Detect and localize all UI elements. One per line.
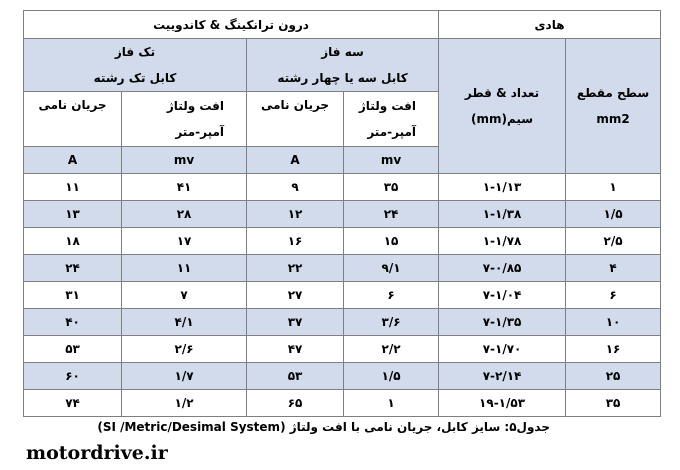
unit-mv-3ph: mv <box>344 147 439 174</box>
cell-section: ۱۶ <box>566 336 661 363</box>
cell-section: ۲/۵ <box>566 228 661 255</box>
cell-drop-3ph: ۲/۲ <box>344 336 439 363</box>
cell-wires: ۷-۰/۸۵ <box>439 255 566 282</box>
cell-current-3ph: ۴۷ <box>247 336 344 363</box>
header-three-phase-title: سه فاز <box>321 45 364 59</box>
cell-current-1ph: ۴۰ <box>24 309 122 336</box>
cell-wires: ۷-۱/۰۴ <box>439 282 566 309</box>
header-conductor: هادی <box>439 11 661 39</box>
table-row <box>24 201 661 228</box>
header-single-phase-title: تک فاز <box>114 45 156 59</box>
cell-drop-1ph: ۱۱ <box>122 255 247 282</box>
cell-current-3ph: ۲۲ <box>247 255 344 282</box>
header-cross-section <box>566 39 661 174</box>
header-single-phase-subtitle: کابل تک رشته <box>93 71 177 85</box>
cell-section: ۶ <box>566 282 661 309</box>
table-row <box>24 309 661 336</box>
header-wire-count-unit: سیم(mm) <box>470 112 534 126</box>
cell-current-3ph: ۱۲ <box>247 201 344 228</box>
cell-drop-3ph: ۲۴ <box>344 201 439 228</box>
cell-current-1ph: ۱۸ <box>24 228 122 255</box>
cell-current-1ph: ۱۱ <box>24 174 122 201</box>
cell-current-1ph: ۷۴ <box>24 390 122 417</box>
cell-drop-1ph: ۱/۷ <box>122 363 247 390</box>
header-voltage-drop-unit: آمپر-متر <box>367 125 417 139</box>
table-row <box>24 282 661 309</box>
cell-wires: ۱۹-۱/۵۳ <box>439 390 566 417</box>
unit-a-1ph: A <box>24 147 122 174</box>
cell-current-3ph: ۹ <box>247 174 344 201</box>
cell-drop-1ph: ۷ <box>122 282 247 309</box>
header-cross-section-unit: mm2 <box>596 112 630 126</box>
site-watermark: motordrive.ir <box>26 442 168 464</box>
header-voltage-drop-label: افت ولتاژ <box>358 99 417 113</box>
cell-drop-1ph: ۱/۲ <box>122 390 247 417</box>
table-row <box>24 255 661 282</box>
cell-current-1ph: ۳۱ <box>24 282 122 309</box>
cell-drop-1ph: ۴۱ <box>122 174 247 201</box>
table-row <box>24 228 661 255</box>
cell-current-3ph: ۲۷ <box>247 282 344 309</box>
cell-current-1ph: ۲۴ <box>24 255 122 282</box>
cell-drop-3ph: ۶ <box>344 282 439 309</box>
cell-drop-3ph: ۳۵ <box>344 174 439 201</box>
cell-section: ۳۵ <box>566 390 661 417</box>
table-row <box>24 390 661 417</box>
table-caption: جدول۵: سایز کابل، جریان نامی با افت ولتاژ (SI /Metric/Desimal System) <box>97 420 550 434</box>
cell-drop-1ph: ۲۸ <box>122 201 247 228</box>
header-wire-count <box>439 39 566 174</box>
cell-wires: ۱-۱/۷۸ <box>439 228 566 255</box>
cell-wires: ۷-۲/۱۴ <box>439 363 566 390</box>
cell-drop-3ph: ۹/۱ <box>344 255 439 282</box>
cable-size-table <box>23 10 661 417</box>
header-rated-current-3ph: جریان نامی <box>247 92 344 147</box>
cell-wires: ۷-۱/۳۵ <box>439 309 566 336</box>
table-row <box>24 336 661 363</box>
header-cross-section-label: سطح مقطع <box>576 86 650 100</box>
header-voltage-drop-label: افت ولتاژ <box>166 99 225 113</box>
header-voltage-drop-3ph <box>344 92 439 147</box>
header-single-phase <box>24 39 247 92</box>
header-three-phase <box>247 39 439 92</box>
cell-section: ۱/۵ <box>566 201 661 228</box>
header-rated-current-1ph: جریان نامی <box>24 92 122 147</box>
cell-drop-1ph: ۲/۶ <box>122 336 247 363</box>
header-three-phase-subtitle: کابل سه یا چهار رشته <box>277 71 408 85</box>
cell-section: ۴ <box>566 255 661 282</box>
header-voltage-drop-1ph <box>122 92 247 147</box>
cell-drop-3ph: ۳/۶ <box>344 309 439 336</box>
cell-current-1ph: ۱۳ <box>24 201 122 228</box>
unit-a-3ph: A <box>247 147 344 174</box>
cell-wires: ۱-۱/۳۸ <box>439 201 566 228</box>
cell-section: ۱ <box>566 174 661 201</box>
cell-current-1ph: ۶۰ <box>24 363 122 390</box>
header-wire-count-label: تعداد & قطر <box>464 86 540 100</box>
table-row <box>24 363 661 390</box>
cell-current-3ph: ۵۳ <box>247 363 344 390</box>
cell-drop-3ph: ۱۵ <box>344 228 439 255</box>
cell-section: ۱۰ <box>566 309 661 336</box>
cell-drop-1ph: ۱۷ <box>122 228 247 255</box>
cell-wires: ۱-۱/۱۳ <box>439 174 566 201</box>
cell-current-3ph: ۳۷ <box>247 309 344 336</box>
cell-current-1ph: ۵۳ <box>24 336 122 363</box>
cell-current-3ph: ۱۶ <box>247 228 344 255</box>
table-row <box>24 174 661 201</box>
cell-wires: ۷-۱/۷۰ <box>439 336 566 363</box>
cell-current-3ph: ۶۵ <box>247 390 344 417</box>
cell-drop-3ph: ۱/۵ <box>344 363 439 390</box>
cell-drop-1ph: ۴/۱ <box>122 309 247 336</box>
cell-section: ۲۵ <box>566 363 661 390</box>
header-voltage-drop-unit: آمپر-متر <box>175 125 225 139</box>
header-installation: درون ترانکینگ & کاندوییت <box>24 11 439 39</box>
unit-mv-1ph: mv <box>122 147 247 174</box>
cell-drop-3ph: ۱ <box>344 390 439 417</box>
